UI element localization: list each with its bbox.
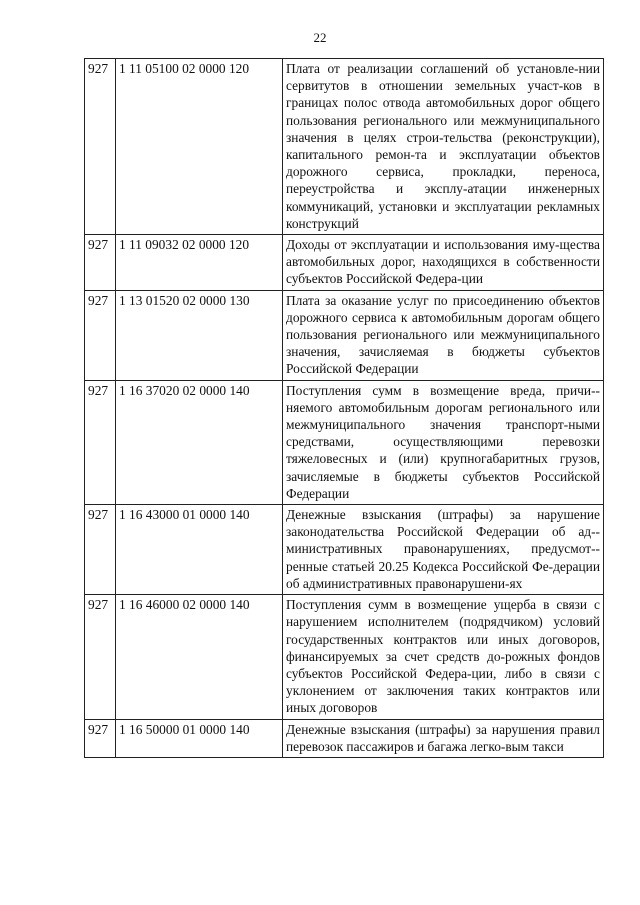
- admin-code-cell: 927: [85, 59, 116, 235]
- description-cell: Плата за оказание услуг по присоединению объектов дорожного сервиса к автомобильным дорогам общего пользования регионального или межмуниципального значения, зачисляемая в бюджеты субъектов Российской Федерации: [283, 290, 604, 380]
- description-cell: Денежные взыскания (штрафы) за нарушения правил перевозок пассажиров и багажа легко-вым такси: [283, 719, 604, 757]
- description-cell: Поступления сумм в возмещение ущерба в связи с нарушением исполнителем (подрядчиком) условий государственных контрактов или иных договоров, финансируемых за счет средств до-рожных фондов субъектов Российской Федера-ции, либо в связи с уклонением от заключения таких контрактов или иных договоров: [283, 595, 604, 719]
- table-row: [85, 595, 604, 719]
- admin-code-cell: 927: [85, 595, 116, 719]
- budget-code-cell: 1 16 37020 02 0000 140: [116, 380, 283, 504]
- budget-code-cell: 1 11 09032 02 0000 120: [116, 235, 283, 291]
- budget-code-cell: 1 16 50000 01 0000 140: [116, 719, 283, 757]
- admin-code-cell: 927: [85, 719, 116, 757]
- table-row: [85, 290, 604, 380]
- budget-classification-table: [84, 58, 604, 758]
- description-cell: Денежные взыскания (штрафы) за нарушение законодательства Российской Федерации об ад-министративных правонарушениях, предусмот-ренные статьей 20.25 Кодекса Российской Фе-дерации об административных правонарушени-ях: [283, 505, 604, 595]
- description-cell: Плата от реализации соглашений об установле-нии сервитутов в отношении земельных участ-ков в границах полос отвода автомобильных дорог общего пользования регионального или межмуниципального значения в целях строи-тельства (реконструкции), капитального ремон-та и эксплуатации объектов дорожного сервиса, прокладки, переноса, переустройства и эксплу-атации инженерных коммуникаций, установки и эксплуатации рекламных конструкций: [283, 59, 604, 235]
- admin-code-cell: 927: [85, 505, 116, 595]
- table-row: [85, 59, 604, 235]
- description-cell: Поступления сумм в возмещение вреда, причи-няемого автомобильным дорогам регионального или межмуниципального значения транспорт-ными средствами, осуществляющими перевозки тяжеловесных и (или) крупногабаритных грузов, зачисляемые в бюджеты субъектов Российской Федерации: [283, 380, 604, 504]
- admin-code-cell: 927: [85, 235, 116, 291]
- admin-code-cell: 927: [85, 290, 116, 380]
- budget-code-cell: 1 16 43000 01 0000 140: [116, 505, 283, 595]
- table-row: [85, 719, 604, 757]
- table-row: [85, 380, 604, 504]
- page-number: 22: [313, 30, 327, 45]
- budget-code-cell: 1 13 01520 02 0000 130: [116, 290, 283, 380]
- table-row: [85, 235, 604, 291]
- admin-code-cell: 927: [85, 380, 116, 504]
- budget-code-cell: 1 11 05100 02 0000 120: [116, 59, 283, 235]
- table-row: [85, 505, 604, 595]
- budget-code-cell: 1 16 46000 02 0000 140: [116, 595, 283, 719]
- description-cell: Доходы от эксплуатации и использования иму-щества автомобильных дорог, находящихся в собственности субъектов Российской Федера-ции: [283, 235, 604, 291]
